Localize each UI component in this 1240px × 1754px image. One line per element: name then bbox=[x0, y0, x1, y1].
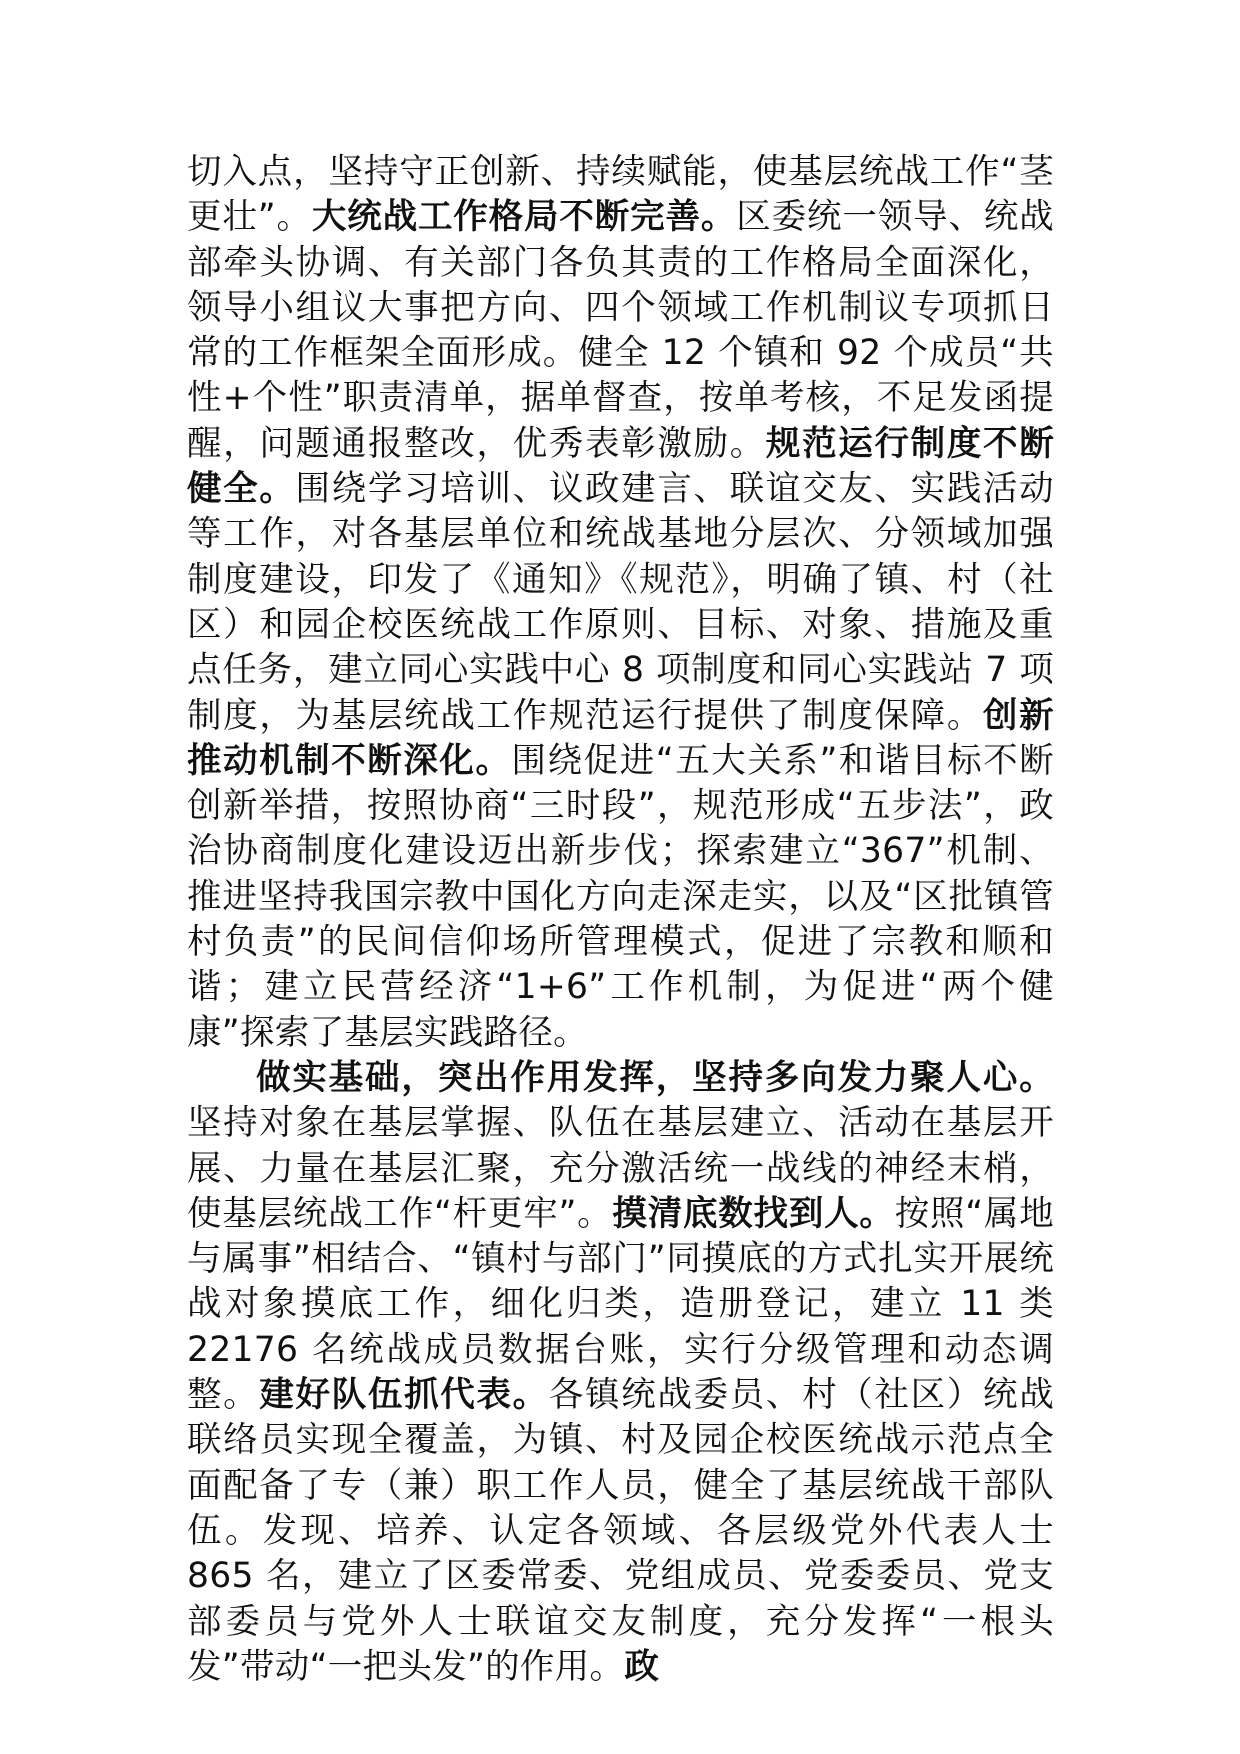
paragraph-1 bbox=[187, 150, 1054, 1056]
paragraph-2-text: 各镇统战委员、村（社区）统战联络员实现全覆盖，为镇、村及园企校医统战示范点全面配备了专（兼）职工作人员，健全了基层统战干部队伍。发现、培养、认定各领域、各层级党外代表人士 865 名，建立了区委常委、党组成员、党委委员、党支部委员与党外人士联谊交友制度，充分发挥“一根头发”带动“一把头发”的作用。 bbox=[187, 1375, 1055, 1687]
heading-build-team: 建好队伍抓代表。 bbox=[259, 1375, 549, 1416]
paragraph-2-text: 坚持对象在基层掌握、队伍在基层建立、活动在基层开展、力量在基层汇聚，充分激活统一战线的神经末梢，使基层统战工作“杆更牢”。 bbox=[187, 1103, 1054, 1234]
heading-find-people: 摸清底数找到人。 bbox=[612, 1193, 895, 1234]
section-heading-solid-foundation: 做实基础，突出作用发挥，坚持多向发力聚人心。 bbox=[256, 1057, 1054, 1098]
heading-grand-united-front-pattern: 大统战工作格局不断完善。 bbox=[311, 197, 737, 238]
heading-standard-operation-system: 规范运行制度不断健全。 bbox=[187, 423, 1054, 510]
document-page bbox=[187, 150, 1054, 1690]
paragraph-1-text: 切入点，坚持守正创新、持续赋能，使基层统战工作“茎更壮”。 bbox=[187, 152, 1054, 238]
paragraph-2-text: 按照“属地与属事”相结合、“镇村与部门”同摸底的方式扎实开展统战对象摸底工作，细化归类，造册登记，建立 11 类 22176 名统战成员数据台账，实行分级管理和动态调整。 bbox=[187, 1193, 1054, 1416]
heading-innovation-mechanism: 创新推动机制不断深化。 bbox=[187, 695, 1054, 781]
paragraph-1-text: 围绕促进“五大关系”和谐目标不断创新举措，按照协商“三时段”，规范形成“五步法”，政治协商制度化建设迈出新步伐；探索建立“367”机制、推进坚持我国宗教中国化方向走深走实，以及“区批镇管村负责”的民间信仰场所管理模式，促进了宗教和顺和谐；建立民营经济“1+6”工作机制，为促进“两个健康”探索了基层实践路径。 bbox=[187, 740, 1054, 1053]
paragraph-1-text: 区委统一领导、统战部牵头协调、有关部门各负其责的工作格局全面深化，领导小组议大事把方向、四个领域工作机制议专项抓日常的工作框架全面形成。健全 12 个镇和 92 个成员“共性+个性”职责清单，据单督查，按单考核，不足发函提醒，问题通报整改，优秀表彰激励。 bbox=[187, 197, 1054, 464]
paragraph-2 bbox=[187, 1056, 1054, 1690]
paragraph-1-text: 围绕学习培训、议政建言、联谊交友、实践活动等工作，对各基层单位和统战基地分层次、分领域加强制度建设，印发了《通知》《规范》，明确了镇、村（社区）和园企校医统战工作原则、目标、对象、措施及重点任务，建立同心实践中心 8 项制度和同心实践站 7 项制度，为基层统战工作规范运行提供了制度保障。 bbox=[187, 469, 1054, 736]
heading-continued: 政 bbox=[624, 1646, 660, 1687]
